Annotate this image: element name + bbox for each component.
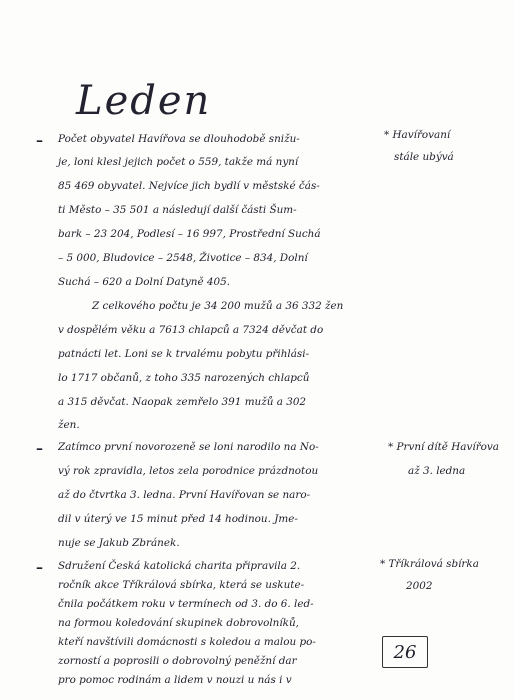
text-line: Z celkového počtu je 34 200 mužů a 36 332 žen — [92, 300, 344, 312]
text-line: ročník akce Tříkrálová sbírka, která se uskute- — [58, 579, 305, 591]
text-line: dil v úterý ve 15 minut před 14 hodinou. Jme- — [58, 513, 298, 525]
margin-note: 2002 — [406, 580, 433, 592]
margin-note: * Havířovaní — [384, 129, 451, 141]
text-line: pro pomoc rodinám a lidem v nouzi u nás i v — [58, 674, 292, 686]
text-line: 85 469 obyvatel. Nejvíce jich bydlí v městské čás- — [58, 180, 320, 192]
bullet-dash: – — [36, 441, 43, 457]
text-line: Počet obyvatel Havířova se dlouhodobě snižu- — [58, 133, 300, 145]
margin-note: * Tříkrálová sbírka — [380, 558, 479, 570]
text-line: Sdružení Česká katolická charita připravila 2. — [58, 560, 301, 572]
page-title: Leden — [76, 78, 212, 124]
page-number-box — [382, 636, 428, 668]
text-line: je, loni klesl jejich počet o 559, takže má nyní — [58, 156, 299, 168]
page-number: 26 — [393, 641, 417, 663]
text-line: a 315 děvčat. Naopak zemřelo 391 mužů a 302 — [58, 396, 307, 408]
text-line: lo 1717 občanů, z toho 335 narozených chlapců — [58, 372, 310, 384]
text-line: kteří navštívili domácnosti s koledou a malou po- — [58, 636, 316, 648]
text-line: patnácti let. Loni se k trvalému pobytu přihlási- — [58, 348, 310, 360]
text-line: ti Město – 35 501 a následují další části Šum- — [58, 204, 297, 216]
bullet-dash: – — [36, 560, 43, 576]
text-line: vý rok zpravidla, letos zela porodnice prázdnotou — [58, 465, 319, 477]
text-line: žen. — [58, 419, 80, 431]
text-line: v dospělém věku a 7613 chlapců a 7324 děvčat do — [58, 324, 324, 336]
text-line: – 5 000, Bludovice – 2548, Životice – 834, Dolní — [58, 252, 308, 264]
margin-note: až 3. ledna — [408, 465, 466, 477]
margin-note: stále ubývá — [394, 151, 454, 163]
text-line: bark – 23 204, Podlesí – 16 997, Prostřední Suchá — [58, 228, 321, 240]
text-line: nuje se Jakub Zbránek. — [58, 537, 180, 549]
text-line: Suchá – 620 a Dolní Datyně 405. — [58, 276, 231, 288]
text-line: až do čtvrtka 3. ledna. První Havířovan se naro- — [58, 489, 311, 501]
text-line: čnila počátkem roku v termínech od 3. do 6. led- — [58, 598, 314, 610]
text-line: zorností a poprosili o dobrovolný peněžní dar — [58, 655, 297, 667]
text-line: Zatímco první novorozeně se loni narodilo na No- — [58, 441, 319, 453]
margin-note: * První dítě Havířova — [388, 441, 499, 453]
text-line: na formou koledování skupinek dobrovolníků, — [58, 617, 299, 629]
bullet-dash: – — [36, 133, 43, 149]
